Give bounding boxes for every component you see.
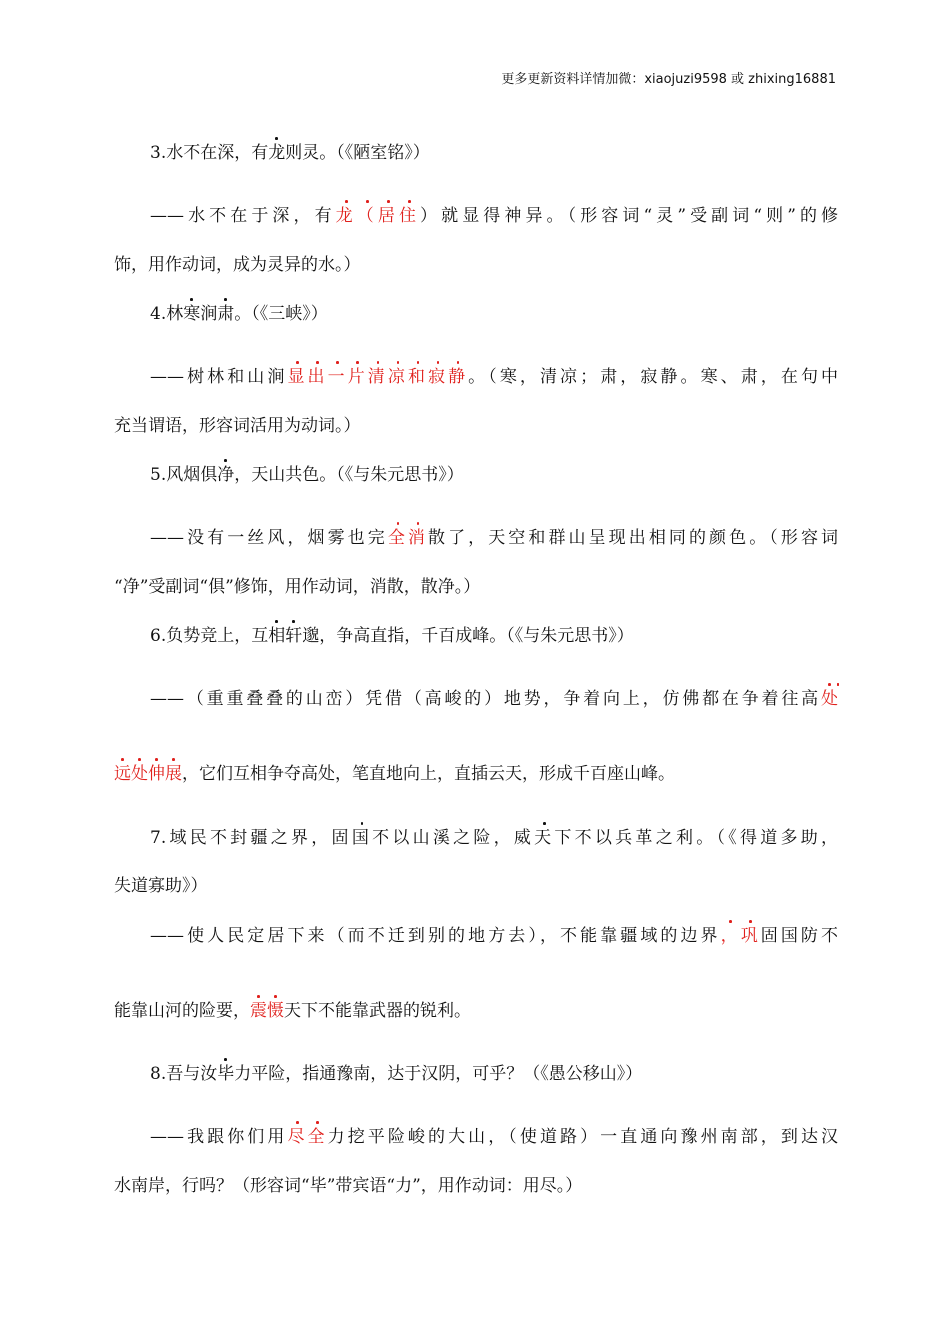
- emphasized-character: 龙: [268, 143, 286, 163]
- example-3-translation-cont: 饰，用作动词，成为灵异的水。）: [114, 255, 361, 275]
- example-8-translation: ——我跟你们用尽全力挖平险峻的大山，（使道路）一直通向豫州南部，到达汉: [150, 1127, 839, 1147]
- highlighted-translation: 处: [821, 689, 838, 709]
- emphasized-character: 毕: [217, 1064, 235, 1084]
- example-6-translation-cont: 远处伸展，它们互相争夺高处，笔直地向上，直插云天，形成千百座山峰。: [114, 764, 675, 784]
- highlighted-translation: 震慑: [250, 1001, 284, 1021]
- example-3-source: 3.水不在深，有龙则灵。（《陋室铭》）: [150, 143, 430, 163]
- highlighted-translation: 远处伸展: [114, 764, 182, 784]
- page-header-note: 更多更新资料详情加微：xiaojuzi9598 或 zhixing16881: [501, 72, 836, 87]
- example-5-translation: ——没有一丝风，烟雾也完全消散了，天空和群山呈现出相同的颜色。（形容词: [150, 528, 839, 548]
- emphasized-character: 净: [217, 465, 235, 485]
- example-7-source-cont: 失道寡助》）: [114, 876, 208, 896]
- example-5-translation-cont: “净”受副词“俱”修饰，用作动词，消散，散净。）: [114, 577, 481, 597]
- highlighted-translation: 显出一片清凉和寂静: [287, 367, 469, 387]
- example-7-translation-cont: 能靠山河的险要，震慑天下不能靠武器的锐利。: [114, 1001, 471, 1021]
- highlighted-translation: ，巩: [720, 926, 761, 946]
- emphasized-character: 肃: [217, 304, 235, 324]
- example-4-translation: ——树林和山涧显出一片清凉和寂静。（寒，清凉；肃，寂静。寒、肃，在句中: [150, 367, 839, 387]
- example-8-source: 8.吾与汝毕力平险，指通豫南，达于汉阴，可乎？（《愚公移山》）: [150, 1064, 643, 1084]
- highlighted-translation: 龙（居住: [335, 206, 421, 226]
- example-3-translation: ——水不在于深，有龙（居住）就显得神异。（形容词“灵”受副词“则”的修: [150, 206, 839, 226]
- example-8-translation-cont: 水南岸，行吗？（形容词“毕”带宾语“力”，用作动词：用尽。）: [114, 1176, 583, 1196]
- emphasized-character: 寒: [183, 304, 201, 324]
- example-7-source: 7.域民不封疆之界，固国不以山溪之险，威天下不以兵革之利。（《得道多助，: [150, 828, 839, 848]
- emphasized-character: 天: [534, 828, 555, 848]
- example-7-translation: ——使人民定居下来（而不迁到别的地方去），不能靠疆域的边界，巩固国防不: [150, 926, 839, 946]
- highlighted-translation: 全消: [387, 528, 428, 548]
- highlighted-translation: 尽全: [287, 1127, 328, 1147]
- emphasized-character: 国: [351, 828, 373, 848]
- example-5-source: 5.风烟俱净，天山共色。（《与朱元思书》）: [150, 465, 464, 485]
- emphasized-character: 相轩: [268, 626, 303, 646]
- example-6-translation: ——（重重叠叠的山峦）凭借（高峻的）地势，争着向上，仿佛都在争着往高处: [150, 689, 838, 709]
- example-4-source: 4.林寒涧肃。（《三峡》）: [150, 304, 328, 324]
- example-6-source: 6.负势竞上，互相轩邈，争高直指，千百成峰。（《与朱元思书》）: [150, 626, 634, 646]
- example-4-translation-cont: 充当谓语，形容词活用为动词。）: [114, 416, 361, 436]
